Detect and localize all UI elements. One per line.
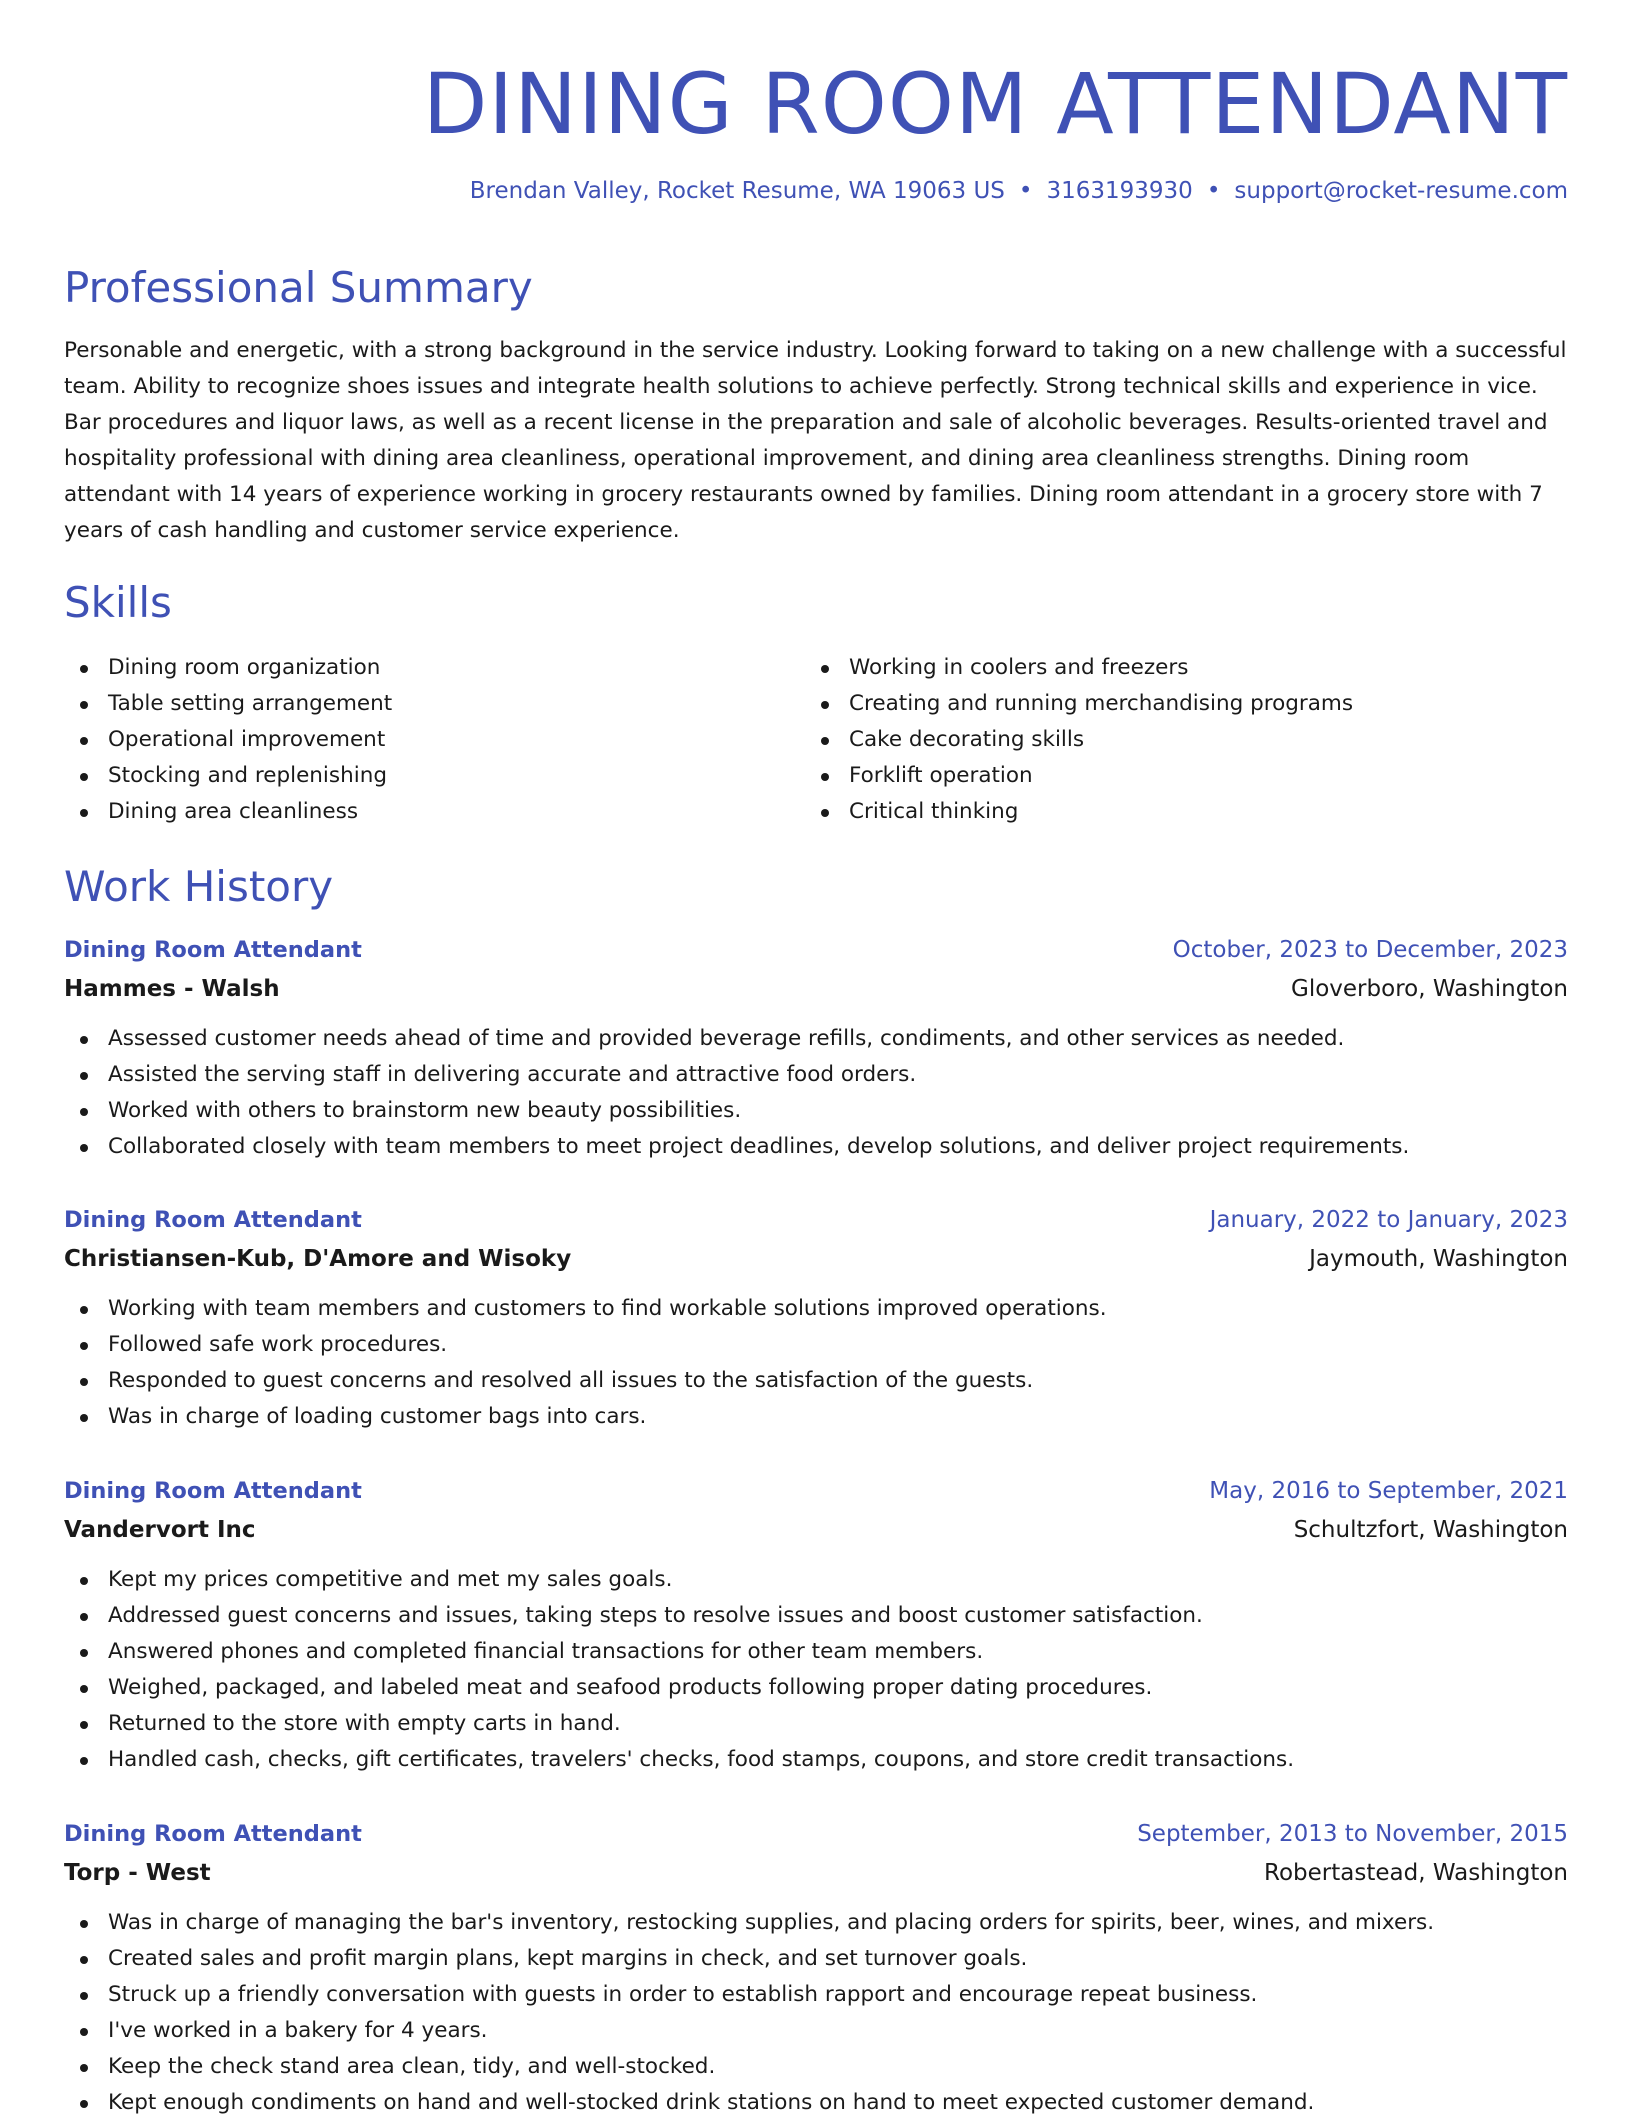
skill-item: Creating and running merchandising programs xyxy=(805,686,1353,722)
job-bullets xyxy=(64,1562,1568,1778)
contact-separator: • xyxy=(1018,178,1033,204)
summary-heading: Professional Summary xyxy=(64,263,533,312)
job-dates: May, 2016 to September, 2021 xyxy=(1209,1478,1568,1504)
skill-item: Working in coolers and freezers xyxy=(805,650,1353,686)
job-bullet: Collaborated closely with team members to meet project deadlines, develop solutions, and deliver project requirements. xyxy=(64,1129,1568,1165)
job-bullets xyxy=(64,1291,1568,1435)
contact-phone: 3163193930 xyxy=(1046,178,1193,204)
contact-address: Brendan Valley, Rocket Resume, WA 19063 US xyxy=(469,178,1005,204)
job-location: Schultzfort, Washington xyxy=(1293,1517,1568,1543)
summary-text: Personable and energetic, with a strong background in the service industry. Looking forward to taking on a new challenge with a successful team. Ability to recognize shoes issues and integrate health solutions to achieve perfectly. Strong technical skills and experience in vice. Bar procedures and liquor laws, as well as a recent license in the preparation and sale of alcoholic beverages. Results-oriented travel and hospitality professional with dining area cleanliness, operational improvement, and dining area cleanliness strengths. Dining room attendant with 14 years of experience working in grocery restaurants owned by families. Dining room attendant in a grocery store with 7 years of cash handling and customer service experience. xyxy=(64,338,1567,543)
skills-heading: Skills xyxy=(64,578,172,627)
job-bullet: Working with team members and customers to find workable solutions improved operations. xyxy=(64,1291,1568,1327)
job-location: Gloverboro, Washington xyxy=(1291,976,1568,1002)
job-bullet: I've worked in a bakery for 4 years. xyxy=(64,2013,1568,2049)
job-title: Dining Room Attendant xyxy=(64,1207,362,1233)
job-entry xyxy=(64,1201,1568,1435)
skills-list-right xyxy=(805,650,1353,830)
job-entry xyxy=(64,931,1568,1165)
contact-email[interactable]: support@rocket-resume.com xyxy=(1234,178,1568,204)
job-dates: January, 2022 to January, 2023 xyxy=(1209,1207,1568,1233)
job-entry xyxy=(64,1472,1568,1778)
job-title: Dining Room Attendant xyxy=(64,1821,362,1847)
work-history-heading: Work History xyxy=(64,862,334,911)
job-bullet: Followed safe work procedures. xyxy=(64,1327,1568,1363)
job-bullet: Kept enough condiments on hand and well-stocked drink stations on hand to meet expected customer demand. xyxy=(64,2085,1568,2121)
skill-item: Dining room organization xyxy=(64,650,392,686)
job-company: Christiansen-Kub, D'Amore and Wisoky xyxy=(64,1246,572,1272)
job-bullets xyxy=(64,1905,1568,2121)
job-bullet: Weighed, packaged, and labeled meat and seafood products following proper dating procedures. xyxy=(64,1670,1568,1706)
job-company: Torp - West xyxy=(64,1860,211,1886)
job-bullet: Was in charge of managing the bar's inventory, restocking supplies, and placing orders for spirits, beer, wines, and mixers. xyxy=(64,1905,1568,1941)
skills-list-left xyxy=(64,650,392,830)
job-bullet: Assessed customer needs ahead of time and provided beverage refills, condiments, and other services as needed. xyxy=(64,1021,1568,1057)
contact-line xyxy=(470,178,1568,204)
job-dates: October, 2023 to December, 2023 xyxy=(1172,937,1568,963)
skill-item: Dining area cleanliness xyxy=(64,794,392,830)
job-bullet: Returned to the store with empty carts in hand. xyxy=(64,1706,1568,1742)
skill-item: Cake decorating skills xyxy=(805,722,1353,758)
job-bullet: Assisted the serving staff in delivering accurate and attractive food orders. xyxy=(64,1057,1568,1093)
job-company: Vandervort Inc xyxy=(64,1517,256,1543)
job-location: Jaymouth, Washington xyxy=(1309,1246,1568,1272)
resume-title: DINING ROOM ATTENDANT xyxy=(422,55,1568,153)
job-entry xyxy=(64,1815,1568,2121)
skill-item: Forklift operation xyxy=(805,758,1353,794)
job-bullets xyxy=(64,1021,1568,1165)
job-company: Hammes - Walsh xyxy=(64,976,280,1002)
job-location: Robertastead, Washington xyxy=(1264,1860,1568,1886)
job-bullet: Kept my prices competitive and met my sales goals. xyxy=(64,1562,1568,1598)
job-bullet: Was in charge of loading customer bags into cars. xyxy=(64,1399,1568,1435)
job-bullet: Answered phones and completed financial transactions for other team members. xyxy=(64,1634,1568,1670)
job-bullet: Responded to guest concerns and resolved all issues to the satisfaction of the guests. xyxy=(64,1363,1568,1399)
job-bullet: Keep the check stand area clean, tidy, and well-stocked. xyxy=(64,2049,1568,2085)
skill-item: Operational improvement xyxy=(64,722,392,758)
job-bullet: Addressed guest concerns and issues, taking steps to resolve issues and boost customer satisfaction. xyxy=(64,1598,1568,1634)
skill-item: Critical thinking xyxy=(805,794,1353,830)
job-dates: September, 2013 to November, 2015 xyxy=(1137,1821,1568,1847)
job-bullet: Worked with others to brainstorm new beauty possibilities. xyxy=(64,1093,1568,1129)
job-title: Dining Room Attendant xyxy=(64,1478,362,1504)
skill-item: Table setting arrangement xyxy=(64,686,392,722)
contact-separator: • xyxy=(1206,178,1221,204)
job-bullet: Handled cash, checks, gift certificates, travelers' checks, food stamps, coupons, and store credit transactions. xyxy=(64,1742,1568,1778)
job-title: Dining Room Attendant xyxy=(64,937,362,963)
job-bullet: Created sales and profit margin plans, kept margins in check, and set turnover goals. xyxy=(64,1941,1568,1977)
job-bullet: Struck up a friendly conversation with guests in order to establish rapport and encourage repeat business. xyxy=(64,1977,1568,2013)
skill-item: Stocking and replenishing xyxy=(64,758,392,794)
